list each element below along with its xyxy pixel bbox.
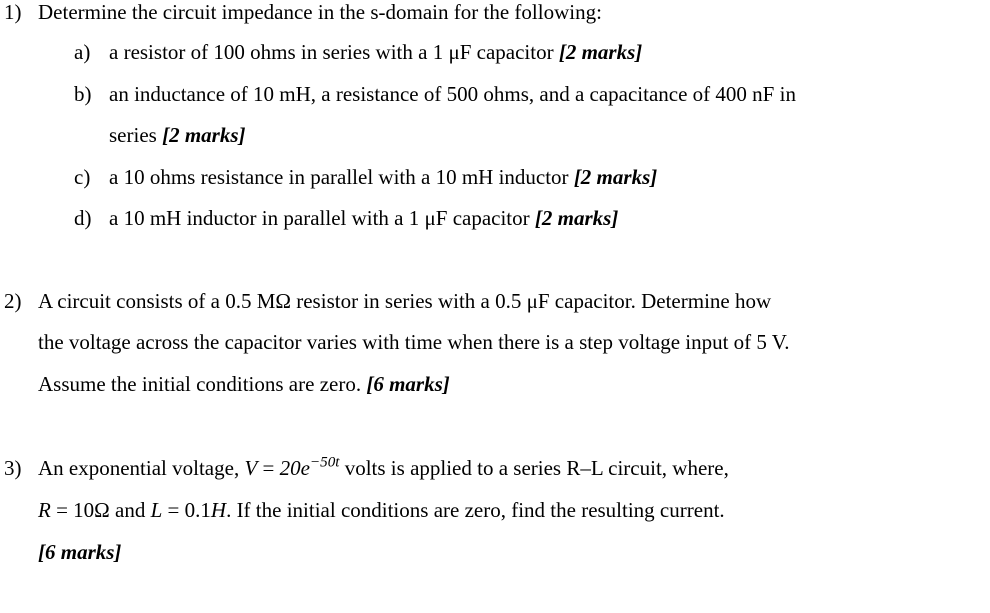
q2-line3-body: Assume the initial conditions are zero. [38,372,362,396]
q3-and: and [109,498,151,522]
q1c-label: c) [74,165,91,189]
q3-v-expr [280,456,340,480]
q3-line2 [38,500,725,521]
q3-r-val: 10Ω [73,498,110,522]
q3-line1-post: volts is applied to a series R–L circuit, where, [339,456,729,480]
q2-marks: [6 marks] [366,372,450,396]
q1b-cont-body: series [109,123,157,147]
q1b-marks: [2 marks] [162,123,246,147]
q2-number: 2) [4,289,22,313]
q1-text: Determine the circuit impedance in the s-domain for the following: [38,0,602,24]
q3-number: 3) [4,456,22,480]
q1d-body: a 10 mH inductor in parallel with a 1 μF capacitor [109,206,530,230]
q1c-text [109,167,657,188]
q1c-body: a 10 ohms resistance in parallel with a 10 mH inductor [109,165,569,189]
q3-v-base: e [300,456,310,480]
q3-r-var: R [38,498,51,522]
q3-line2-post: . If the initial conditions are zero, find the resulting current. [226,498,725,522]
q2-line3 [38,374,450,395]
q3-v-coef: 20 [279,456,301,480]
q3-line1-pre: An exponential voltage, [38,456,245,480]
q3-r-eq: = [50,498,74,522]
q1a-marks: [2 marks] [558,40,643,64]
q1-number: 1) [4,0,22,24]
q1d-marks: [2 marks] [534,206,619,230]
q1a-text [109,42,642,63]
q3-v-var: V [244,456,258,480]
q1a-body: a resistor of 100 ohms in series with a 1 μF capacitor [109,40,554,64]
q1b-label: b) [74,82,92,106]
q3-marks: [6 marks] [38,540,122,564]
q1d-text [109,208,618,229]
q1b-cont [109,125,246,146]
q2-line2: the voltage across the capacitor varies with time when there is a step voltage input of 5 V. [38,330,790,354]
q3-l-val: 0.1 [184,498,211,522]
q1c-marks: [2 marks] [573,165,658,189]
q2-line1: A circuit consists of a 0.5 MΩ resistor in series with a 0.5 μF capacitor. Determine how [38,289,772,313]
q1a-label: a) [74,40,91,64]
q3-v-eq: = [257,456,280,480]
q3-l-var: L [150,498,163,522]
q1b-text: an inductance of 10 mH, a resistance of 500 ohms, and a capacitance of 400 nF in [109,82,796,106]
q3-v-exp: −50t [309,454,340,471]
q3-line1 [38,454,729,480]
q3-l-eq: = [162,498,185,522]
q1d-label: d) [74,206,92,230]
q3-l-unit: H [210,498,227,522]
